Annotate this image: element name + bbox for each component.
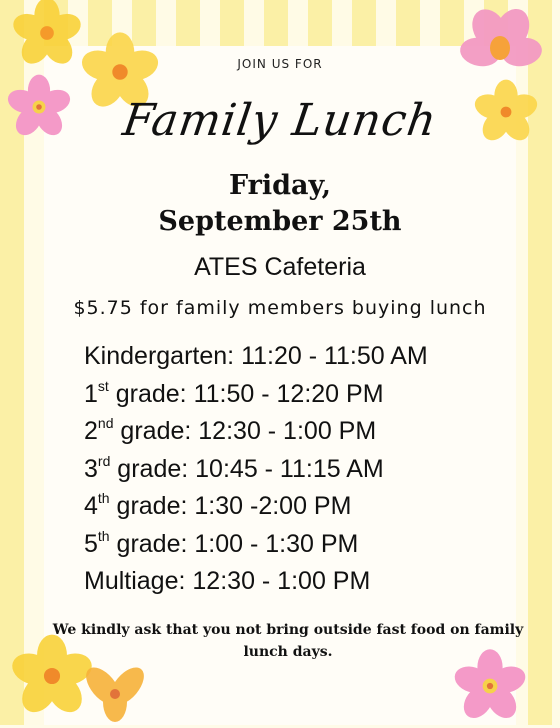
- schedule-item-grade-5: 5th grade: 1:00 - 1:30 PM: [84, 527, 359, 558]
- schedule-item-grade-3: 3rd grade: 10:45 - 11:15 AM: [84, 452, 384, 483]
- schedule-item-grade-2: 2nd grade: 12:30 - 1:00 PM: [84, 415, 377, 445]
- schedule-item-grade-1: 1st grade: 11:50 - 12:20 PM: [84, 377, 384, 408]
- footer-note: We kindly ask that you not bring outside fast food on family lunch days.: [52, 622, 524, 660]
- price-note: $5.75 for family members buying lunch: [73, 297, 487, 319]
- schedule-item-kindergarten: Kindergarten: 11:20 - 11:50 AM: [84, 342, 428, 370]
- date-line-weekday: Friday,: [228, 170, 332, 201]
- schedule-list: [84, 338, 428, 601]
- orange-lily-icon: [80, 660, 150, 724]
- subtitle: JOIN US FOR: [237, 57, 323, 71]
- page-title: Family Lunch: [119, 95, 441, 146]
- event-date: [0, 168, 560, 240]
- schedule-item-grade-4: 4th grade: 1:30 -2:00 PM: [84, 490, 352, 520]
- pink-flower-icon: [455, 4, 545, 84]
- event-location: ATES Cafeteria: [194, 253, 366, 281]
- schedule-item-multiage: Multiage: 12:30 - 1:00 PM: [84, 567, 371, 595]
- date-line-day: September 25th: [158, 206, 402, 237]
